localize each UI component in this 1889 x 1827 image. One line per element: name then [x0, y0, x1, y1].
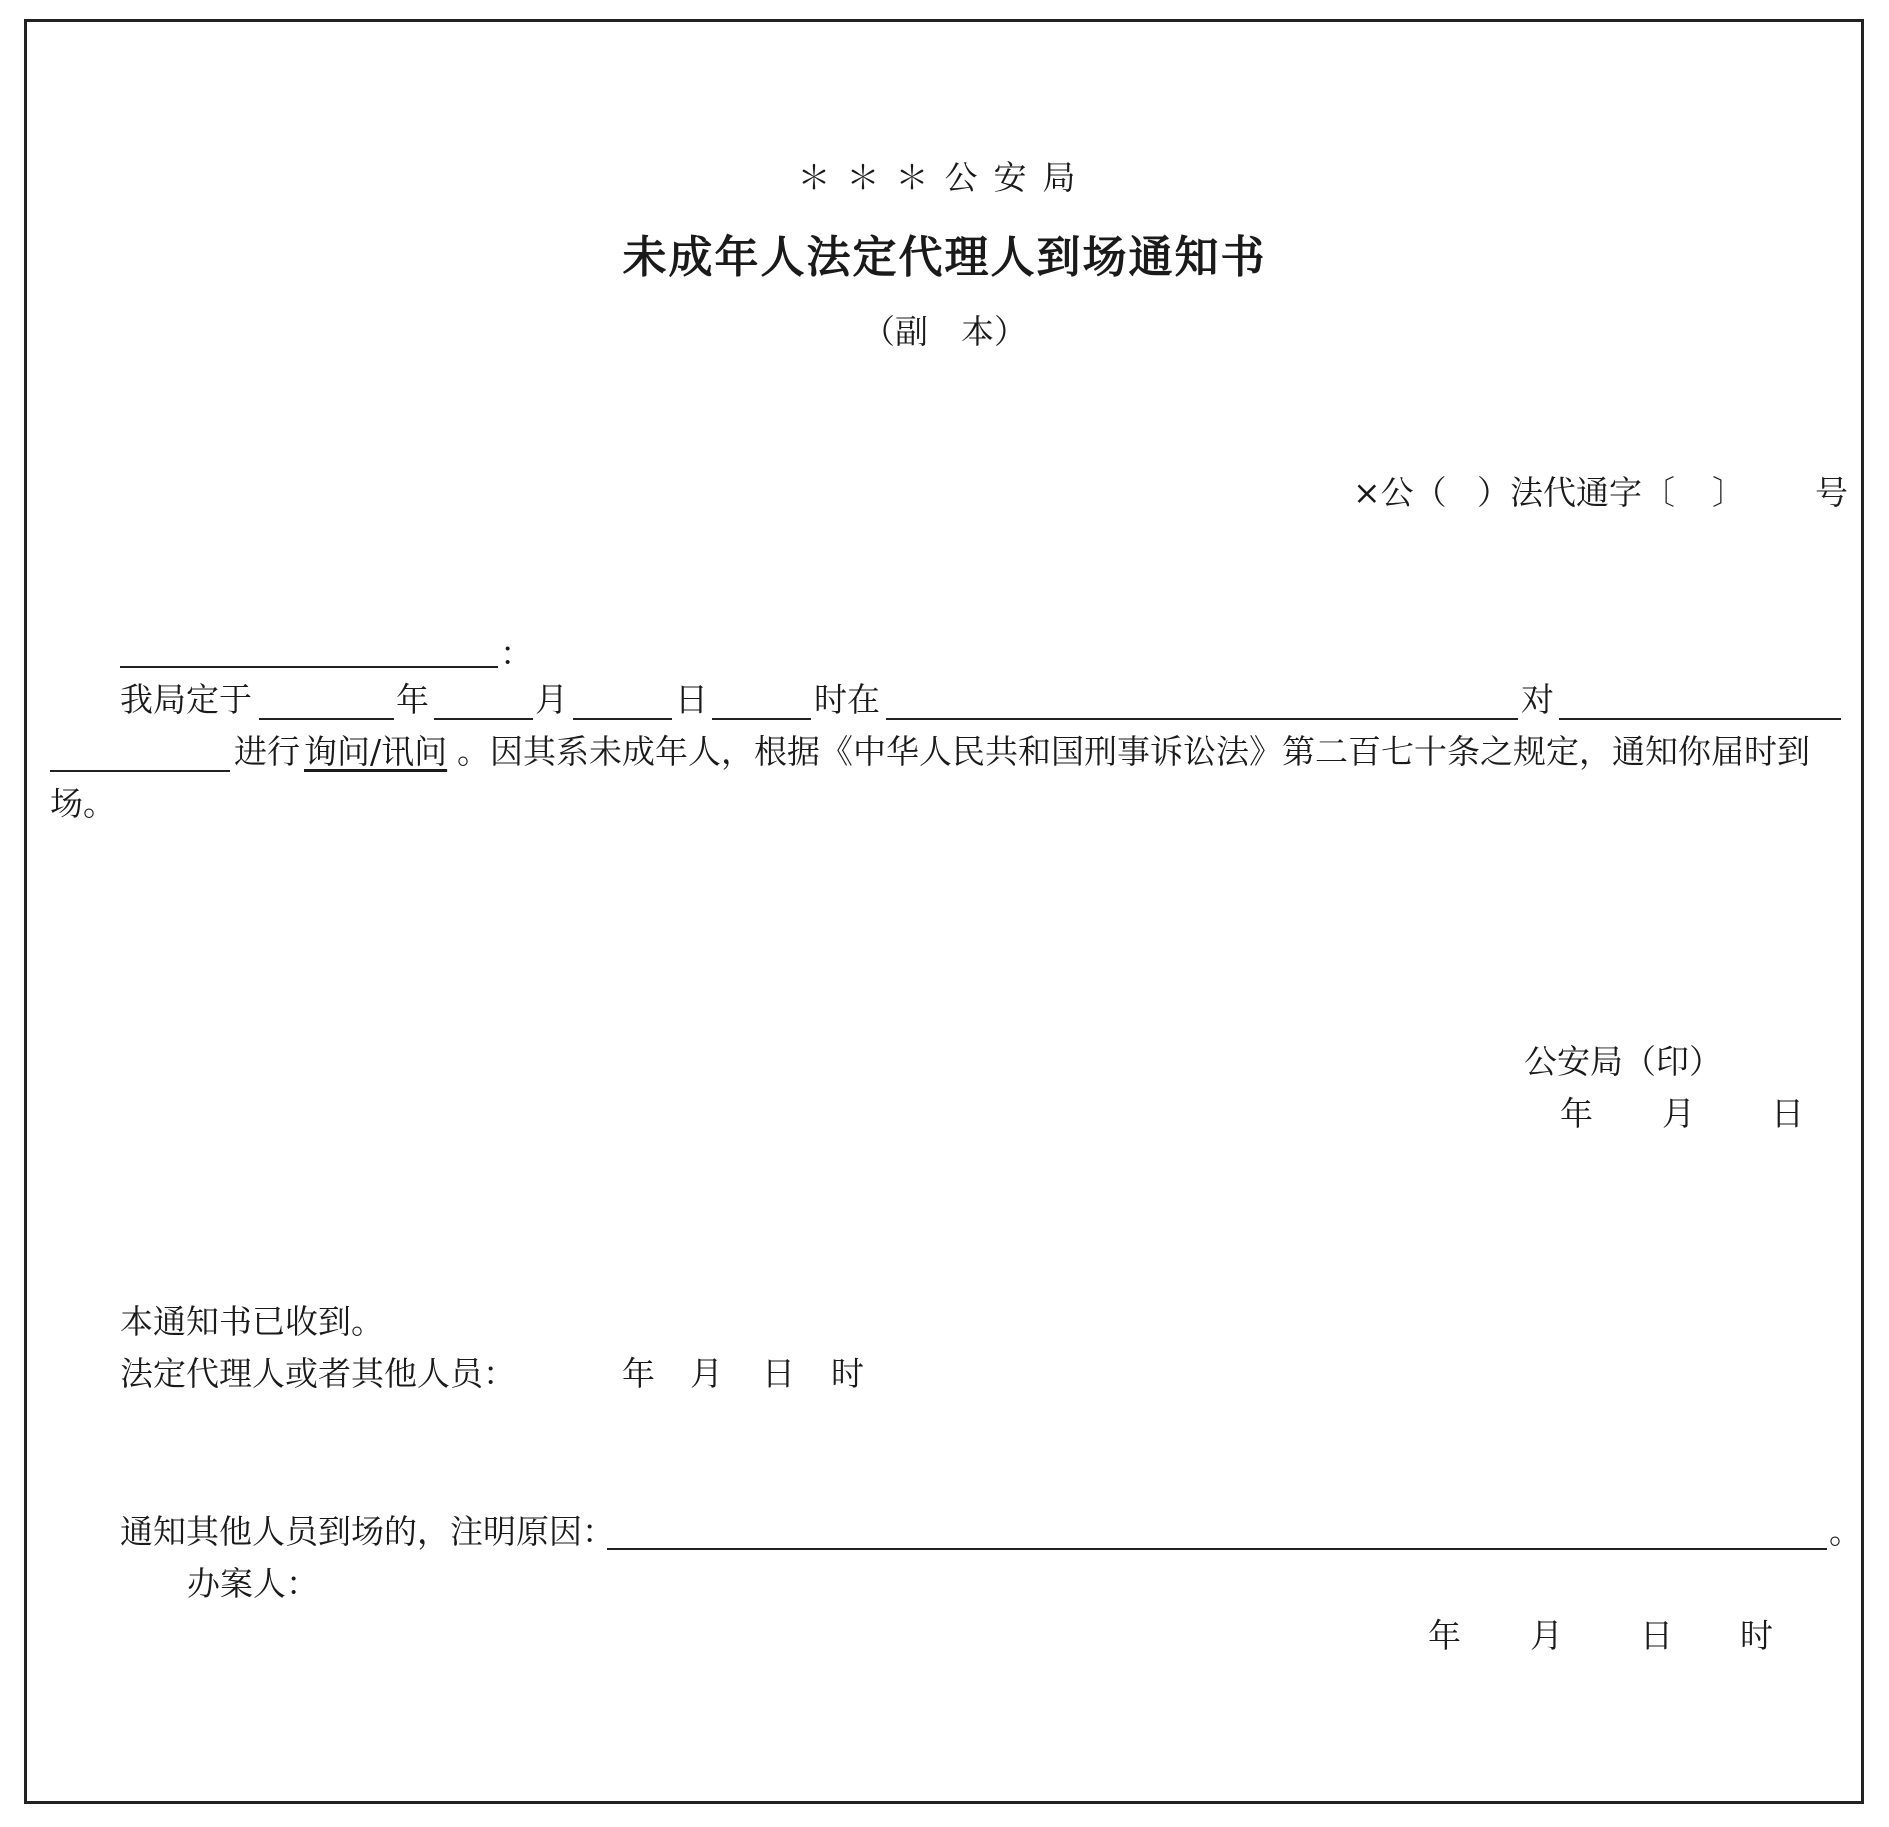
handler-day: 日 [1640, 1616, 1673, 1655]
reason-end: 。 [1829, 1512, 1862, 1551]
copy-label: （副 本） [862, 312, 1027, 351]
month-blank[interactable] [434, 718, 533, 720]
hour-blank[interactable] [712, 718, 811, 720]
receipt-received: 本通知书已收到。 [120, 1302, 384, 1341]
p1-hour-at: 时在 [814, 680, 880, 719]
issuer-year: 年 [1560, 1094, 1593, 1133]
p1-year: 年 [396, 680, 429, 719]
reason-blank[interactable] [607, 1548, 1827, 1550]
subject-blank-1[interactable] [1559, 718, 1841, 720]
doc-number-middle: ）法代通字〔 [1477, 473, 1675, 512]
p1-day: 日 [675, 680, 708, 719]
p1-dui: 对 [1521, 680, 1554, 719]
location-blank[interactable] [886, 718, 1518, 720]
issuer-seal: 公安局（印） [1524, 1042, 1722, 1081]
receipt-hour: 时 [831, 1354, 864, 1393]
p1-start: 我局定于 [120, 680, 252, 719]
p1-month: 月 [535, 680, 568, 719]
addressee-blank[interactable] [120, 666, 498, 668]
doc-number-prefix: ×公（ [1353, 473, 1447, 512]
addressee-colon: ： [500, 634, 533, 673]
doc-number-suffix: 号 [1815, 473, 1848, 512]
handler-month: 月 [1530, 1616, 1563, 1655]
p1-rest: 。因其系未成年人，根据《中华人民共和国刑事诉讼法》第二百七十条之规定，通知你届时到 [457, 732, 1810, 771]
p1-inquiry-option: 询问/讯问 [304, 732, 448, 771]
doc-number-close-bracket: 〕 [1712, 473, 1745, 512]
org-line: ＊＊＊公安局 [797, 158, 1092, 197]
p1-end: 场。 [50, 784, 116, 823]
year-blank[interactable] [259, 718, 394, 720]
document-title: 未成年人法定代理人到场通知书 [622, 232, 1267, 283]
handler-label: 办案人： [187, 1564, 319, 1603]
receipt-month: 月 [690, 1354, 723, 1393]
issuer-day: 日 [1771, 1094, 1804, 1133]
subject-blank-2[interactable] [50, 770, 230, 772]
handler-year: 年 [1428, 1616, 1461, 1655]
receipt-day: 日 [762, 1354, 795, 1393]
handler-hour: 时 [1740, 1616, 1773, 1655]
p1-jinxing: 进行 [234, 732, 300, 771]
day-blank[interactable] [573, 718, 672, 720]
reason-label: 通知其他人员到场的，注明原因： [120, 1512, 615, 1551]
issuer-month: 月 [1662, 1094, 1695, 1133]
guardian-label: 法定代理人或者其他人员： [120, 1354, 516, 1393]
receipt-year: 年 [622, 1354, 655, 1393]
